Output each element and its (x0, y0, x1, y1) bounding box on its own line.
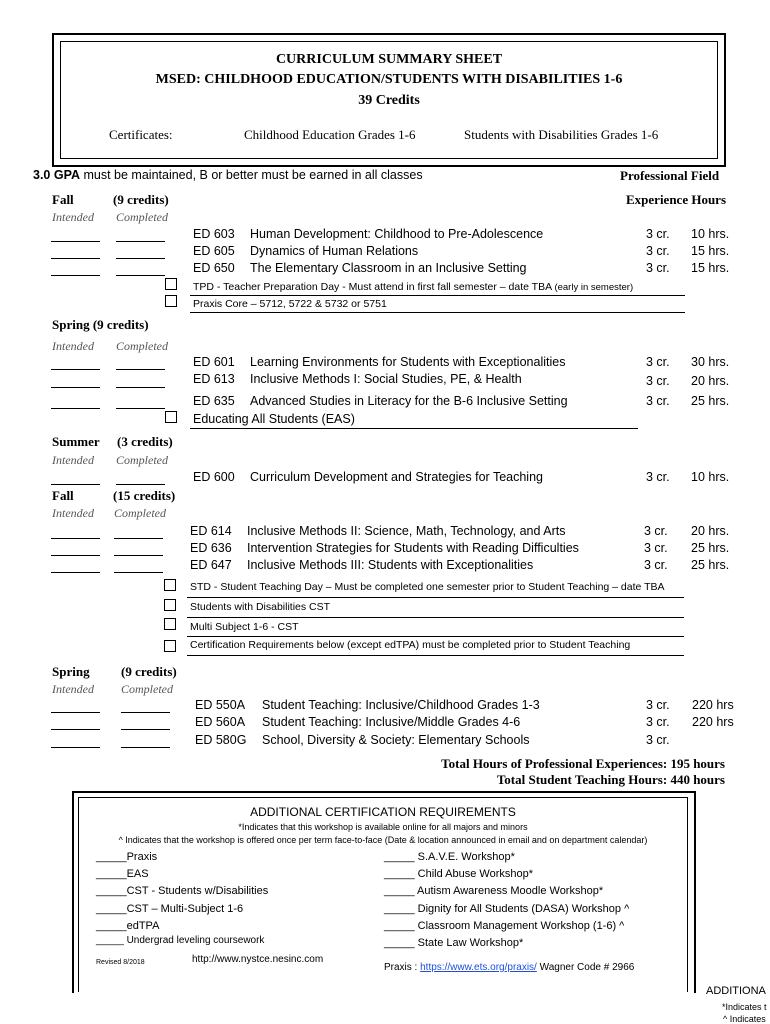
course-credits: 3 cr. (644, 558, 668, 572)
gpa-text: must be maintained, B or better must be earned in all classes (83, 168, 423, 182)
checklist-item: Praxis Core – 5712, 5722 & 5732 or 5751 (193, 298, 387, 310)
experience-hours-label: Experience Hours (626, 192, 727, 207)
intended-blank[interactable] (51, 572, 100, 573)
header-box (52, 33, 726, 167)
praxis-link[interactable]: https://www.ets.org/praxis/ (420, 962, 537, 973)
completed-blank[interactable] (116, 275, 165, 276)
completed-blank[interactable] (114, 555, 163, 556)
workshop-item: _____ S.A.V.E. Workshop* (384, 851, 515, 863)
checklist-item: Students with Disabilities CST (190, 601, 331, 613)
course-title: The Elementary Classroom in an Inclusive Setting (250, 261, 527, 275)
checkbox[interactable] (164, 599, 176, 611)
divider (187, 655, 684, 656)
checkbox[interactable] (165, 411, 177, 423)
gpa-value: 3.0 GPA (33, 168, 81, 182)
spring2-term: Spring (52, 664, 90, 679)
course-code: ED 635 (193, 394, 235, 408)
course-hours: 10 hrs. (691, 227, 730, 241)
fall2-term: Fall (52, 488, 74, 503)
divider (190, 295, 685, 296)
workshop-item: _____ Dignity for All Students (DASA) Workshop ^ (384, 903, 630, 915)
course-credits: 3 cr. (646, 733, 670, 747)
intended-blank[interactable] (51, 712, 100, 713)
professional-field-label: Professional Field (620, 168, 720, 183)
checklist-item: Certification Requirements below (except edTPA) must be completed prior to Student Teaching (190, 639, 631, 651)
spring2-credits: (9 credits) (121, 664, 177, 679)
overflow-note-fragment: ^ Indicates (723, 1014, 766, 1024)
checkbox[interactable] (165, 295, 177, 307)
course-code: ED 560A (195, 715, 246, 729)
fall1-term: Fall (52, 192, 74, 207)
total-student-teaching-hours: Total Student Teaching Hours: 440 hours (496, 772, 725, 787)
intended-label: Intended (52, 453, 94, 467)
course-hours: 15 hrs. (691, 244, 730, 258)
course-code: ED 613 (193, 372, 235, 386)
course-credits: 3 cr. (646, 698, 670, 712)
course-title: Human Development: Childhood to Pre-Adolescence (250, 227, 544, 241)
certificates-label: Certificates: (109, 127, 173, 142)
intended-label: Intended (52, 506, 94, 520)
checkbox[interactable] (164, 618, 176, 630)
additional-note-online: *Indicates that this workshop is available online for all majors and minors (238, 822, 528, 832)
completed-label: Completed (116, 453, 168, 467)
requirement-item: _____ Undergrad leveling coursework (96, 935, 265, 946)
completed-blank[interactable] (114, 572, 163, 573)
intended-blank[interactable] (51, 387, 100, 388)
course-title: Student Teaching: Inclusive/Childhood Grades 1-3 (262, 698, 540, 712)
course-hours: 220 hrs (692, 698, 734, 712)
checklist-item: Multi Subject 1-6 - CST (190, 621, 299, 633)
workshop-item: _____ Autism Awareness Moodle Workshop* (384, 885, 604, 897)
fall1-credits: (9 credits) (113, 192, 169, 207)
workshop-item: _____ Child Abuse Workshop* (384, 868, 534, 880)
completed-label: Completed (114, 506, 166, 520)
course-code: ED 636 (190, 541, 232, 555)
course-credits: 3 cr. (646, 227, 670, 241)
course-title: Dynamics of Human Relations (250, 244, 419, 258)
intended-blank[interactable] (51, 275, 100, 276)
divider (187, 597, 684, 598)
course-code: ED 580G (195, 733, 247, 747)
course-code: ED 605 (193, 244, 235, 258)
requirement-item: _____CST - Students w/Disabilities (96, 885, 269, 897)
course-code: ED 550A (195, 698, 246, 712)
completed-blank[interactable] (121, 712, 170, 713)
header-program: MSED: CHILDHOOD EDUCATION/STUDENTS WITH DISABILITIES 1-6 (155, 72, 623, 87)
overflow-note-fragment: *Indicates t (722, 1002, 767, 1012)
course-hours: 25 hrs. (691, 394, 730, 408)
completed-blank[interactable] (116, 408, 165, 409)
completed-blank[interactable] (121, 747, 170, 748)
course-title: School, Diversity & Society: Elementary Schools (262, 733, 530, 747)
intended-label: Intended (52, 339, 94, 353)
course-title: Learning Environments for Students with Exceptionalities (250, 355, 566, 369)
course-credits: 3 cr. (646, 715, 670, 729)
course-code: ED 614 (190, 524, 232, 538)
checklist-item: TPD - Teacher Preparation Day - Must attend in first fall semester – date TBA (early in semester) (193, 281, 634, 293)
intended-blank[interactable] (51, 538, 100, 539)
completed-blank[interactable] (114, 538, 163, 539)
completed-blank[interactable] (116, 387, 165, 388)
course-credits: 3 cr. (646, 394, 670, 408)
requirement-item: _____CST – Multi-Subject 1-6 (96, 903, 244, 915)
course-credits: 3 cr. (646, 374, 670, 388)
workshop-item: _____ Classroom Management Workshop (1-6) ^ (384, 920, 625, 932)
course-hours: 20 hrs. (691, 374, 730, 388)
workshop-item: _____ State Law Workshop* (384, 937, 524, 949)
checklist-item: Educating All Students (EAS) (193, 412, 355, 426)
intended-label: Intended (52, 682, 94, 696)
divider (190, 312, 685, 313)
divider (190, 428, 638, 429)
additional-note-face: ^ Indicates that the workshop is offered once per term face-to-face (Date & location announced in email and on department calendar) (118, 835, 648, 845)
course-title: Inclusive Methods I: Social Studies, PE, & Health (250, 372, 522, 386)
intended-label: Intended (52, 210, 94, 224)
fall2-credits: (15 credits) (113, 488, 176, 503)
checkbox[interactable] (165, 278, 177, 290)
checklist-item: STD - Student Teaching Day – Must be completed one semester prior to Student Teaching – date TBA (190, 581, 665, 593)
intended-blank[interactable] (51, 729, 100, 730)
course-credits: 3 cr. (646, 244, 670, 258)
summer-credits: (3 credits) (117, 434, 173, 449)
certificate-2: Students with Disabilities Grades 1-6 (464, 127, 659, 142)
nystce-url[interactable]: http://www.nystce.nesinc.com (192, 954, 324, 965)
overflow-title-fragment: ADDITIONA (706, 985, 766, 997)
course-hours: 220 hrs (692, 715, 734, 729)
divider (187, 617, 684, 618)
intended-blank[interactable] (51, 408, 100, 409)
course-credits: 3 cr. (646, 261, 670, 275)
completed-blank[interactable] (121, 729, 170, 730)
course-hours: 30 hrs. (691, 355, 730, 369)
completed-blank[interactable] (116, 369, 165, 370)
summer-term: Summer (52, 434, 100, 449)
requirement-item: _____EAS (96, 868, 149, 880)
intended-blank[interactable] (51, 258, 100, 259)
requirement-item: _____Praxis (96, 851, 158, 863)
checkbox[interactable] (164, 640, 176, 652)
completed-blank[interactable] (116, 484, 165, 485)
course-code: ED 650 (193, 261, 235, 275)
intended-blank[interactable] (51, 241, 100, 242)
course-title: Inclusive Methods II: Science, Math, Technology, and Arts (247, 524, 566, 538)
intended-blank[interactable] (51, 484, 100, 485)
intended-blank[interactable] (51, 555, 100, 556)
course-code: ED 601 (193, 355, 235, 369)
course-title: Intervention Strategies for Students with Reading Difficulties (247, 541, 579, 555)
header-credits: 39 Credits (358, 93, 420, 108)
additional-title: ADDITIONAL CERTIFICATION REQUIREMENTS (250, 805, 516, 819)
praxis-line: Praxis : https://www.ets.org/praxis/ Wagner Code # 2966 (384, 962, 635, 973)
revised-date: Revised 8/2018 (96, 959, 145, 966)
course-hours: 25 hrs. (691, 541, 730, 555)
gpa-note (33, 168, 423, 182)
course-hours: 20 hrs. (691, 524, 730, 538)
course-credits: 3 cr. (644, 541, 668, 555)
course-code: ED 600 (193, 470, 235, 484)
course-title: Student Teaching: Inclusive/Middle Grades 4-6 (262, 715, 521, 729)
course-title: Advanced Studies in Literacy for the B-6 Inclusive Setting (250, 394, 568, 408)
certificate-1: Childhood Education Grades 1-6 (244, 127, 416, 142)
header-title: CURRICULUM SUMMARY SHEET (275, 52, 503, 67)
course-credits: 3 cr. (646, 355, 670, 369)
checkbox[interactable] (164, 579, 176, 591)
course-code: ED 647 (190, 558, 232, 572)
completed-blank[interactable] (116, 241, 165, 242)
course-hours: 15 hrs. (691, 261, 730, 275)
course-credits: 3 cr. (646, 470, 670, 484)
course-hours: 10 hrs. (691, 470, 730, 484)
intended-blank[interactable] (51, 747, 100, 748)
course-hours: 25 hrs. (691, 558, 730, 572)
divider (187, 636, 684, 637)
completed-label: Completed (116, 339, 168, 353)
course-credits: 3 cr. (644, 524, 668, 538)
course-code: ED 603 (193, 227, 235, 241)
spring1-term: Spring (9 credits) (52, 317, 149, 332)
course-title: Curriculum Development and Strategies for Teaching (250, 470, 543, 484)
completed-blank[interactable] (116, 258, 165, 259)
intended-blank[interactable] (51, 369, 100, 370)
completed-label: Completed (116, 210, 168, 224)
total-professional-hours: Total Hours of Professional Experiences: 195 hours (441, 756, 725, 771)
requirement-item: _____edTPA (96, 920, 160, 932)
course-title: Inclusive Methods III: Students with Exceptionalities (247, 558, 534, 572)
completed-label: Completed (121, 682, 173, 696)
